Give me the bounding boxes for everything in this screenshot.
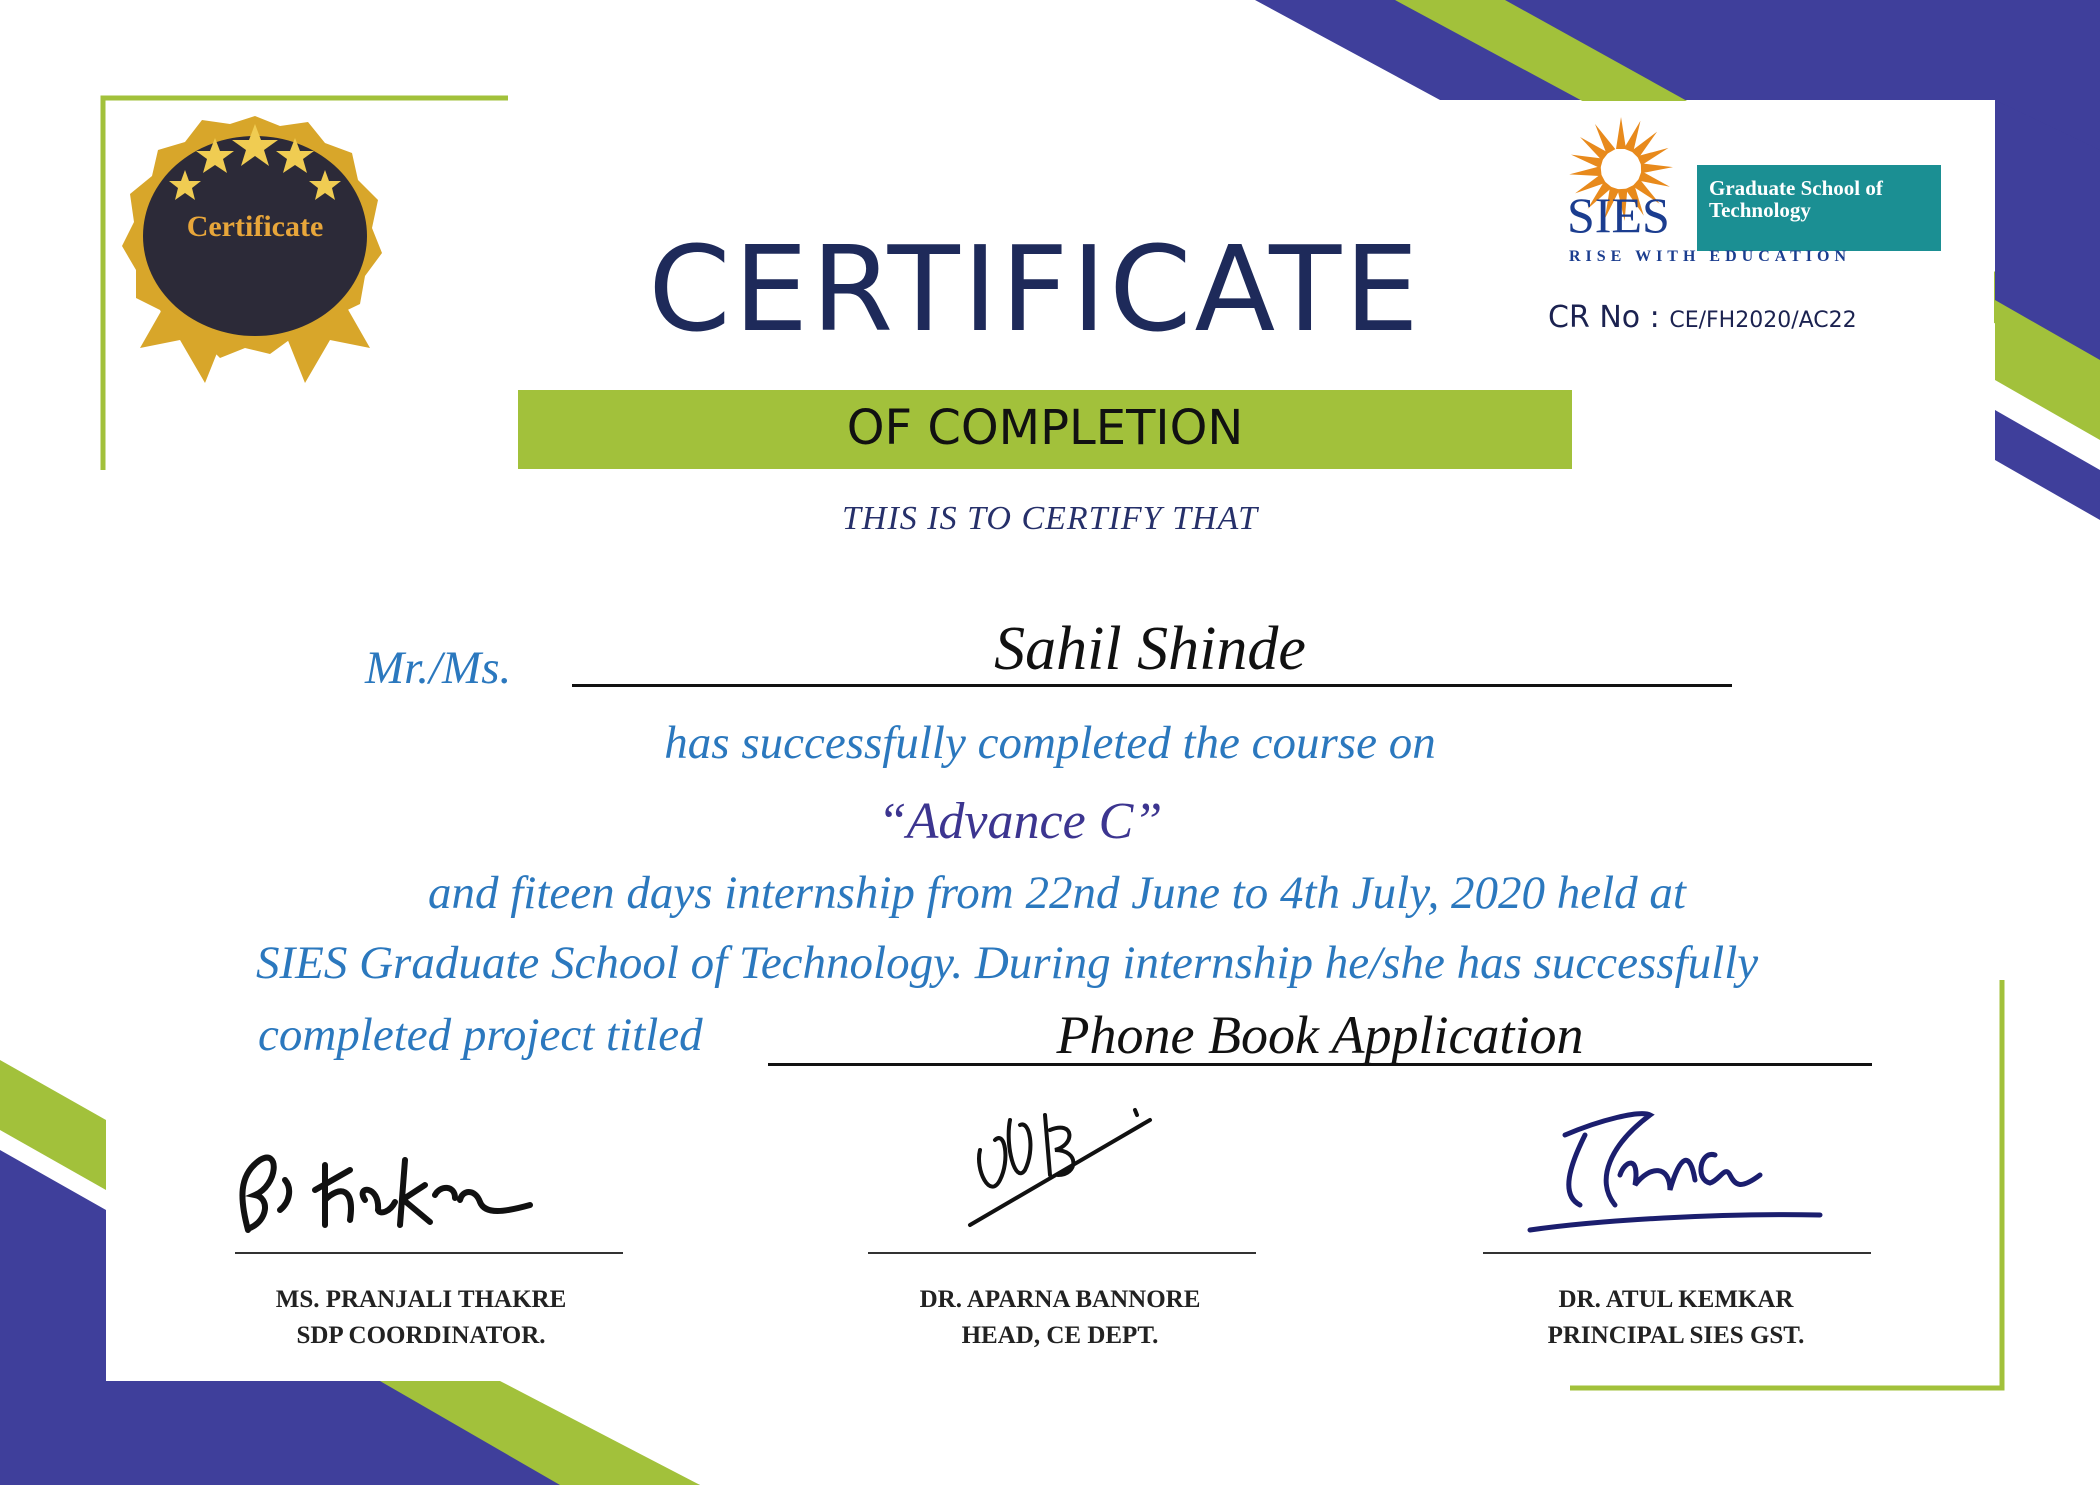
project-title: Phone Book Application [1056,1005,1584,1065]
signature-line-2 [868,1252,1256,1254]
logo-subtitle-line1: Graduate School of [1709,176,1883,200]
signatory-1 [171,1282,671,1355]
signature-stroke-bannore [970,1110,1150,1225]
logo-teal-panel [1697,165,1941,251]
course-name: “Advance C” [877,793,1163,850]
signature-stroke-thakre [242,1158,530,1230]
badge-label: Certificate [186,210,324,243]
signatory-2 [810,1282,1310,1355]
signatory-1-role: SDP COORDINATOR. [296,1322,546,1350]
signatory-3-role: PRINCIPAL SIES GST. [1547,1322,1805,1350]
signatory-3-name: DR. ATUL KEMKAR [1558,1286,1794,1313]
project-label: completed project titled [258,1009,703,1061]
signature-line-3 [1483,1252,1871,1254]
signatory-2-role: HEAD, CE DEPT. [961,1322,1159,1350]
logo-sies-text: SIES [1567,187,1670,243]
logo-subtitle-line2: Technology [1709,198,1811,223]
internship-text-line2: SIES Graduate School of Technology. During internship he/she has successfully [256,937,1759,989]
certificate-title: CERTIFICATE [648,220,1422,358]
signature-kemkar [1520,1095,1840,1240]
logo-tagline: RISE WITH EDUCATION [1569,248,1852,265]
sies-logo [1537,108,1957,274]
cr-label: CR No : [1548,300,1660,335]
signatory-2-name: DR. APARNA BANNORE [919,1286,1201,1313]
recipient-name: Sahil Shinde [994,615,1306,683]
signature-thakre [230,1140,610,1250]
signatory-1-name: MS. PRANJALI THAKRE [275,1286,567,1313]
signature-stroke-kemkar [1530,1114,1820,1230]
signatory-3 [1426,1282,1926,1355]
certificate-badge-icon [120,108,390,388]
cr-value: CE/FH2020/AC22 [1669,308,1857,333]
signature-line-1 [235,1252,623,1254]
certify-intro: THIS IS TO CERTIFY THAT [842,500,1258,537]
completion-banner-text: OF COMPLETION [846,400,1244,456]
cr-number [1548,300,1857,335]
signature-bannore [950,1090,1200,1240]
internship-text-line1: and fiteen days internship from 22nd June to 4th July, 2020 held at [428,867,1686,919]
salutation: Mr./Ms. [365,642,512,694]
course-intro-text: has successfully completed the course on [664,717,1436,769]
